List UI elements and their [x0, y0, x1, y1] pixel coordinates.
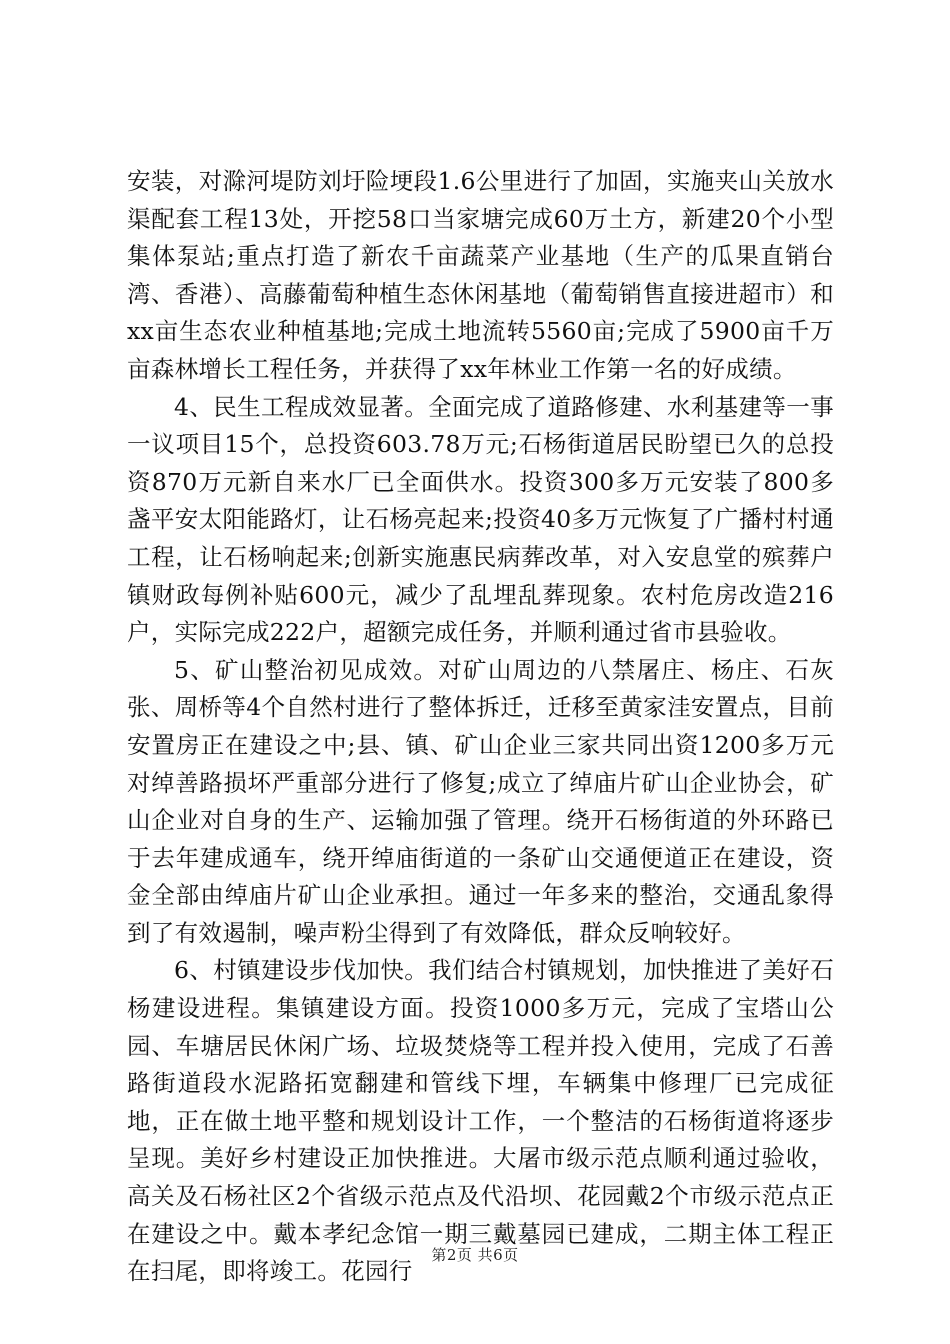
- page-footer: 第2页 共6页: [431, 1246, 519, 1264]
- document-body: [127, 163, 834, 1291]
- paragraph-town-construction: 6、村镇建设步伐加快。我们结合村镇规划，加快推进了美好石杨建设进程。集镇建设方面。投资1000多万元，完成了宝塔山公园、车塘居民休闲广场、垃圾焚烧等工程并投入使用，完成了石善路街道段水泥路拓宽翻建和管线下埋，车辆集中修理厂已完成征地，正在做土地平整和规划设计工作，一个整洁的石杨街道将逐步呈现。美好乡村建设正加快推进。大屠市级示范点顺利通过验收，高关及石杨社区2个省级示范点及代沿坝、花园戴2个市级示范点正在建设之中。戴本孝纪念馆一期三戴墓园已建成，二期主体工程正在扫尾，即将竣工。花园行: [127, 956, 834, 1286]
- paragraph-livelihood-projects: 4、民生工程成效显著。全面完成了道路修建、水利基建等一事一议项目15个，总投资603.78万元;石杨街道居民盼望已久的总投资870万元新自来水厂已全面供水。投资300多万元安装了800多盏平安太阳能路灯，让石杨亮起来;投资40多万元恢复了广播村村通工程，让石杨响起来;创新实施惠民病葬改革，对入安息堂的殡葬户镇财政每例补贴600元，减少了乱埋乱葬现象。农村危房改造216户，实际完成222户，超额完成任务，并顺利通过省市县验收。: [127, 392, 834, 647]
- paragraph-mine-rectification: 5、矿山整治初见成效。对矿山周边的八禁屠庄、杨庄、石灰张、周桥等4个自然村进行了整体拆迁，迁移至黄家洼安置点，目前安置房正在建设之中;县、镇、矿山企业三家共同出资1200多万元对绰善路损坏严重部分进行了修复;成立了绰庙片矿山企业协会，矿山企业对自身的生产、运输加强了管理。绕开石杨街道的外环路已于去年建成通车，绕开绰庙街道的一条矿山交通便道正在建设，资金全部由绰庙片矿山企业承担。通过一年多来的整治，交通乱象得到了有效遏制，噪声粉尘得到了有效降低，群众反响较好。: [127, 655, 834, 947]
- paragraph-continuation: 安装，对滁河堤防刘圩险埂段1.6公里进行了加固，实施夹山关放水渠配套工程13处，开挖58口当家塘完成60万土方，新建20个小型集体泵站;重点打造了新农千亩蔬菜产业基地（生产的瓜果直销台湾、香港）、高藤葡萄种植生态休闲基地（葡萄销售直接进超市）和xx亩生态农业种植基地;完成土地流转5560亩;完成了5900亩千万亩森林增长工程任务，并获得了xx年林业工作第一名的好成绩。: [127, 167, 834, 383]
